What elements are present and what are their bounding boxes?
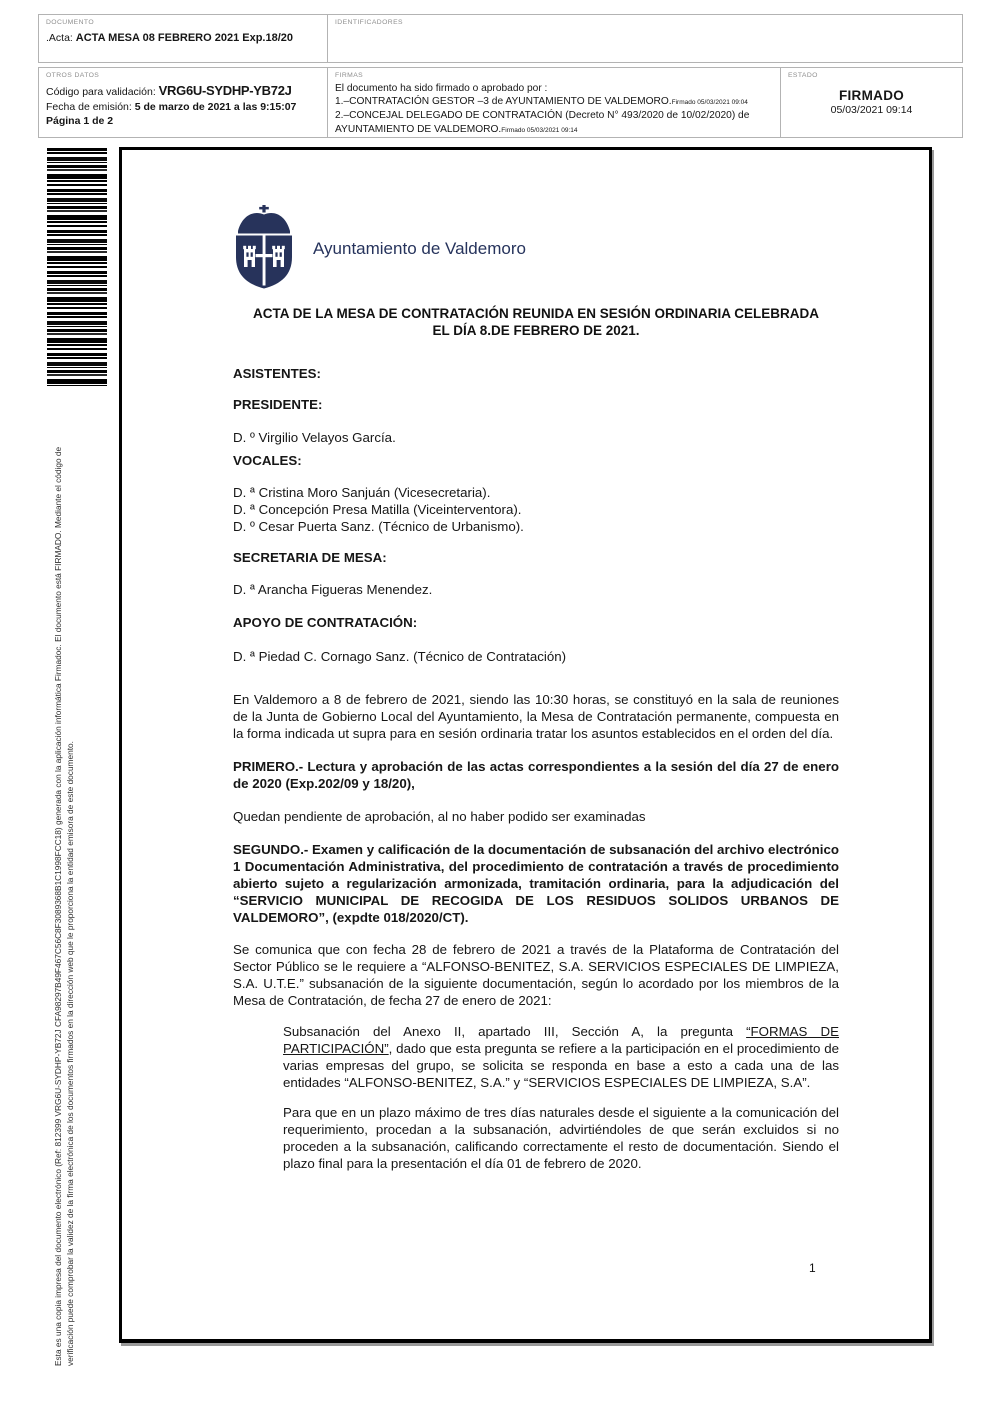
subsanacion-pre: Subsanación del Anexo II, apartado III, Sección A, la pregunta (283, 1024, 747, 1039)
subsanacion-underlined: “FORMAS DE PARTICIPACIÓN” (283, 1024, 839, 1056)
firmas-label: FIRMAS (335, 72, 364, 79)
vocales-list (233, 484, 839, 535)
valdemoro-coat-of-arms-icon (233, 205, 295, 289)
document-title-line2: EL DÍA 8.DE FEBRERO DE 2021. (432, 323, 640, 338)
estado-datetime: 05/03/2021 09:14 (830, 104, 913, 116)
documento-box (38, 14, 328, 63)
documento-prefix: .Acta: (46, 32, 73, 44)
codigo-validacion-line (46, 84, 320, 100)
paragraph-quedan: Quedan pendiente de aprobación, al no haber podido ser examinadas (233, 809, 646, 824)
presidente-heading: PRESIDENTE: (233, 397, 323, 412)
pagina-value: Página 1 de 2 (46, 115, 114, 127)
subsanacion-post: , dado que esta pregunta se refiere a la participación en el procedimiento de varias empresas del grupo, se solicita se responda en base a esto a cada una de las entidades “ALFONSO-BENITEZ, S.A.” y “SERVICIOS ESPECIALES DE LIMPIEZA, S.A”. (283, 1041, 839, 1090)
firmante-2-text: 2.–CONCEJAL DELEGADO DE CONTRATACIÓN (Decreto N° 493/2020 de 10/02/2020) de AYUNTAMIENTO DE VALDEMORO. (335, 110, 750, 135)
paragraph-plazo: Para que en un plazo máximo de tres días naturales desde el siguiente a la comunicación del requerimiento, procedan a la subsanación, advirtiéndoles de que serán excluidos si no proceden a la subsanación, calificando correctamente el resto de documentación. Siendo el plazo final para la presentación el día 01 de febrero de 2020. (283, 1105, 839, 1171)
vocal-2: D. ª Concepción Presa Matilla (Viceinterventora). (233, 502, 522, 517)
page-number: 1 (809, 1261, 816, 1275)
firmante-1-text: 1.–CONTRATACIÓN GESTOR –3 de AYUNTAMIENTO DE VALDEMORO. (335, 96, 672, 108)
paragraph-subsanacion (283, 1023, 839, 1091)
document-title (233, 305, 839, 339)
firmante-1-stamp: Firmado 05/03/2021 09:04 (671, 99, 748, 107)
otros-datos-box (38, 67, 328, 138)
estado-status-badge: FIRMADO (838, 88, 905, 103)
identificadores-box (327, 14, 963, 63)
vocal-1: D. ª Cristina Moro Sanjuán (Vicesecretaria). (233, 485, 491, 500)
vocales-heading: VOCALES: (233, 453, 302, 468)
firmante-2-stamp: Firmado 05/03/2021 09:14 (501, 126, 578, 134)
fecha-emision-line (46, 100, 320, 115)
estado-label: ESTADO (788, 72, 818, 79)
verification-disclaimer-line2: verificación puede comprobar la validez de la firma electrónica de los documentos firmados en la dirección web que le proporciona la entidad emisora de este documento. (64, 741, 75, 1366)
logo-row (233, 205, 839, 289)
fecha-label: Fecha de emisión: (46, 100, 132, 113)
fecha-value: 5 de marzo de 2021 a las 9:15:07 (134, 100, 297, 113)
paragraph-segundo: SEGUNDO.- Examen y calificación de la documentación de subsanación del archivo electrónico 1 Documentación Administrativa, del procedimiento de contratación a través de procedimiento abierto sujeto a regularización armonizada, tramitación ordinaria, para la adjudicación del “SERVICIO MUNICIPAL DE RECOGIDA DE LOS RESIDUOS SOLIDOS URBANOS DE VALDEMORO”, (expdte 018/2020/CT). (233, 842, 839, 925)
paragraph-comunica: Se comunica que con fecha 28 de febrero de 2021 a través de la Plataforma de Contratación del Sector Público se le requiere a “ALFONSO-BENITEZ, S.A. SERVICIOS ESPECIALES DE LIMPIEZA, S.A. U.T.E.” subsanación de la siguiente documentación, según lo acordado por los miembros de la Mesa de Contratación, de fecha 27 de enero de 2021: (233, 942, 839, 1008)
paragraph-primero: PRIMERO.- Lectura y aprobación de las actas correspondientes a la sesión del día 27 de enero de 2020 (Exp.202/09 y 18/20), (233, 759, 839, 791)
identificadores-label: IDENTIFICADORES (335, 19, 403, 26)
firmante-2 (335, 109, 773, 136)
document-title-line1: ACTA DE LA MESA DE CONTRATACIÓN REUNIDA EN SESIÓN ORDINARIA CELEBRADA (252, 306, 819, 321)
documento-label: DOCUMENTO (46, 19, 95, 26)
pagina-line (46, 114, 320, 129)
apoyo-name: D. ª Piedad C. Cornago Sanz. (Técnico de Contratación) (233, 649, 567, 664)
codigo-label: Código para validación: (46, 86, 156, 98)
document-page (119, 147, 932, 1343)
documento-value (46, 32, 320, 44)
firmas-intro: El documento ha sido firmado o aprobado por : (335, 83, 548, 94)
secretaria-heading: SECRETARIA DE MESA: (233, 550, 387, 565)
codigo-value: VRG6U-SYDHP-YB72J (158, 83, 292, 98)
secretaria-name: D. ª Arancha Figueras Menendez. (233, 582, 433, 597)
asistentes-heading: ASISTENTES: (233, 366, 321, 381)
barcode (47, 148, 107, 386)
paragraph-constitucion: En Valdemoro a 8 de febrero de 2021, siendo las 10:30 horas, se constituyó en la sala de reuniones de la Junta de Gobierno Local del Ayuntamiento, la Mesa de Contratación permanente, compuesta en la forma indicada ut supra para en sesión ordinaria tratar los asuntos establecidos en el orden del día. (233, 692, 839, 741)
estado-box (780, 67, 963, 138)
documento-title: ACTA MESA 08 FEBRERO 2021 Exp.18/20 (75, 32, 294, 44)
org-name: Ayuntamiento de Valdemoro (313, 239, 526, 258)
vocal-3: D. º Cesar Puerta Sanz. (Técnico de Urbanismo). (233, 519, 524, 534)
verification-disclaimer (53, 420, 76, 1366)
apoyo-heading: APOYO DE CONTRATACIÓN: (233, 615, 418, 630)
otros-datos-label: OTROS DATOS (46, 72, 100, 79)
firmante-1 (335, 95, 773, 109)
presidente-name: D. º Virgilio Velayos García. (233, 430, 396, 445)
verification-disclaimer-line1: Esta es una copia impresa del documento electrónico (Ref: 812399 VRG6U-SYDHP-YB72J CFA98297B49F467C56C8F3089368B1C1998FCC18) generada con la aplicación informática Firmadoc. El documento está FIRMADO. Mediante el código de (53, 446, 63, 1366)
firmas-box (327, 67, 781, 138)
